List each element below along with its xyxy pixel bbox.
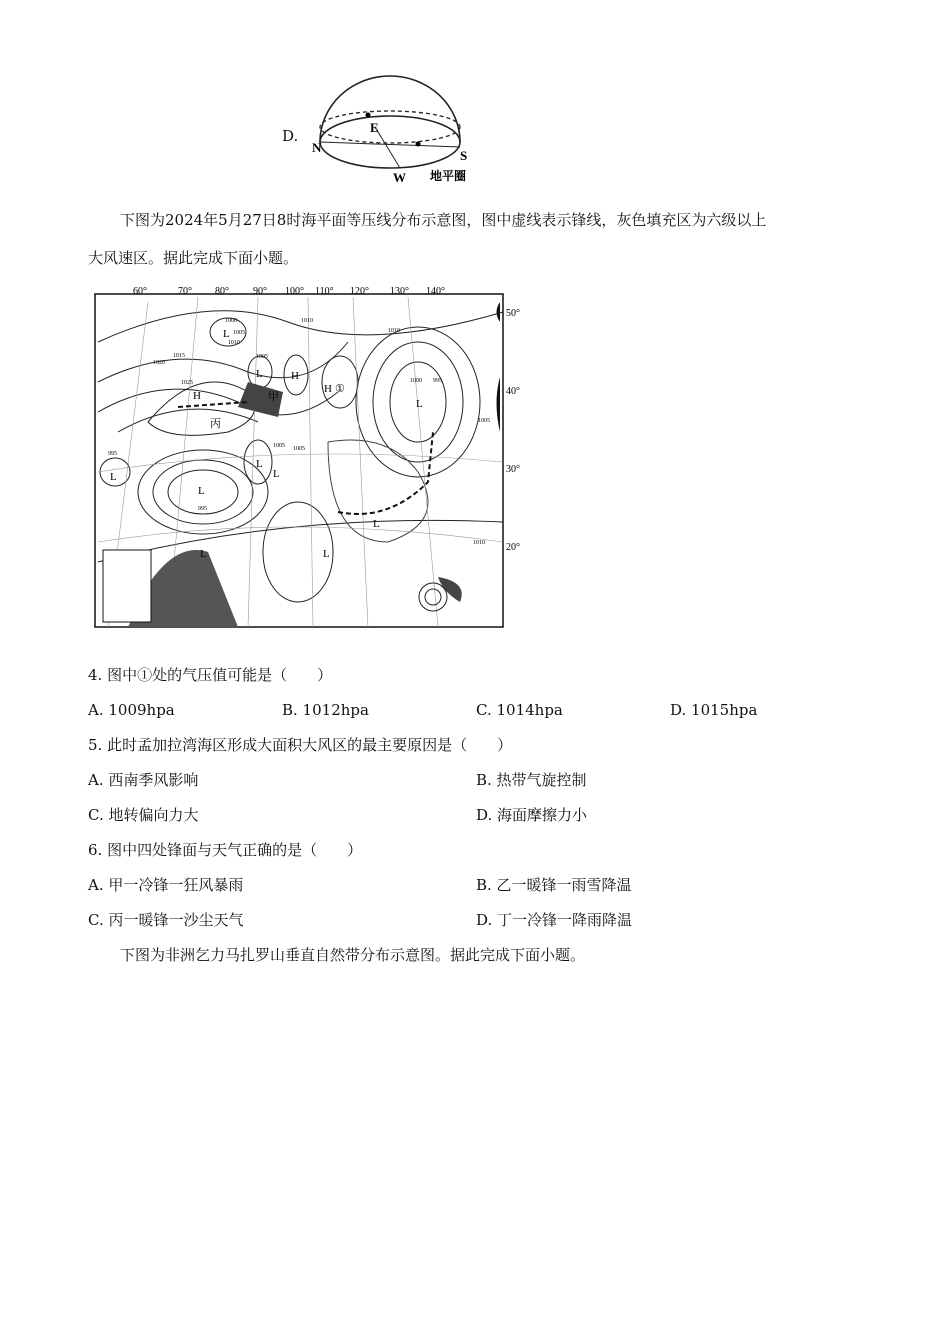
svg-text:30°: 30°	[506, 464, 520, 475]
label-n: N	[312, 140, 322, 155]
q5-option-b[interactable]: B. 热带气旋控制	[476, 771, 587, 789]
svg-text:H: H	[193, 390, 201, 402]
q4-option-d[interactable]: D. 1015hpa	[670, 701, 758, 719]
intro-paragraph-line1: 下图为2024年5月27日8时海平面等压线分布示意图，图中虚线表示锋线，灰色填充区为六级以上	[120, 211, 767, 229]
svg-text:L: L	[200, 548, 207, 560]
svg-text:丙: 丙	[210, 418, 221, 430]
svg-text:995: 995	[108, 451, 117, 457]
svg-text:1015: 1015	[173, 353, 185, 359]
svg-text:L: L	[323, 548, 330, 560]
svg-text:20°: 20°	[506, 542, 520, 553]
question-4: 4. 图中①处的气压值可能是（ ）	[88, 666, 333, 684]
intro-paragraph-2: 下图为非洲乞力马扎罗山垂直自然带分布示意图。据此完成下面小题。	[120, 946, 586, 964]
svg-text:40°: 40°	[506, 386, 520, 397]
svg-text:1005: 1005	[273, 443, 285, 449]
svg-text:130°: 130°	[390, 286, 409, 297]
svg-text:140°: 140°	[426, 286, 445, 297]
svg-text:100°: 100°	[285, 286, 304, 297]
q5-option-c[interactable]: C. 地转偏向力大	[88, 806, 199, 824]
svg-text:1010: 1010	[301, 318, 313, 324]
svg-text:甲: 甲	[268, 391, 279, 403]
svg-text:1000: 1000	[225, 318, 237, 324]
svg-text:L: L	[373, 518, 380, 530]
svg-text:L: L	[256, 458, 263, 470]
question-6: 6. 图中四处锋面与天气正确的是（ ）	[88, 841, 363, 859]
svg-text:L: L	[273, 468, 280, 480]
svg-text:50°: 50°	[506, 308, 520, 319]
svg-text:80°: 80°	[215, 286, 229, 297]
svg-text:①: ①	[335, 383, 345, 395]
svg-text:1010: 1010	[228, 340, 240, 346]
intro-paragraph-line2: 大风速区。据此完成下面小题。	[88, 249, 299, 267]
svg-text:1020: 1020	[153, 360, 165, 366]
q6-option-b[interactable]: B. 乙一暖锋一雨雪降温	[476, 876, 632, 894]
q4-option-b[interactable]: B. 1012hpa	[282, 701, 369, 719]
label-horizon: 地平圈	[430, 169, 467, 183]
svg-text:70°: 70°	[178, 286, 192, 297]
q5-option-a[interactable]: A. 西南季风影响	[88, 771, 199, 789]
svg-text:H: H	[291, 370, 299, 382]
svg-text:1000: 1000	[410, 378, 422, 384]
svg-text:60°: 60°	[133, 286, 147, 297]
q6-option-d[interactable]: D. 丁一冷锋一降雨降温	[476, 911, 633, 929]
svg-text:L: L	[256, 368, 263, 380]
option-d-label: D.	[282, 127, 299, 145]
label-e: E	[370, 120, 379, 135]
celestial-hemisphere-diagram	[300, 72, 480, 187]
svg-text:120°: 120°	[350, 286, 369, 297]
svg-text:1010: 1010	[388, 328, 400, 334]
question-5: 5. 此时孟加拉湾海区形成大面积大风区的最主要原因是（ ）	[88, 736, 513, 754]
svg-text:1005: 1005	[478, 418, 490, 424]
q5-option-d[interactable]: D. 海面摩擦力小	[476, 806, 588, 824]
svg-text:L: L	[416, 398, 423, 410]
svg-text:L: L	[223, 328, 230, 340]
label-s: S	[460, 148, 468, 163]
svg-text:L: L	[198, 485, 205, 497]
svg-text:H: H	[324, 383, 332, 395]
q6-option-a[interactable]: A. 甲一冷锋一狂风暴雨	[88, 876, 244, 894]
svg-text:1005: 1005	[293, 446, 305, 452]
q6-option-c[interactable]: C. 丙一暖锋一沙尘天气	[88, 911, 244, 929]
svg-text:995: 995	[433, 378, 442, 384]
label-w: W	[393, 170, 406, 185]
q4-option-c[interactable]: C. 1014hpa	[476, 701, 563, 719]
svg-text:90°: 90°	[253, 286, 267, 297]
svg-text:1010: 1010	[473, 540, 485, 546]
svg-text:L: L	[110, 471, 117, 483]
q4-option-a[interactable]: A. 1009hpa	[88, 701, 175, 719]
svg-text:1025: 1025	[181, 380, 193, 386]
svg-text:110°: 110°	[315, 286, 334, 297]
svg-text:1005: 1005	[233, 330, 245, 336]
isobar-map	[88, 282, 528, 632]
svg-text:1005: 1005	[256, 354, 268, 360]
svg-text:995: 995	[198, 506, 207, 512]
